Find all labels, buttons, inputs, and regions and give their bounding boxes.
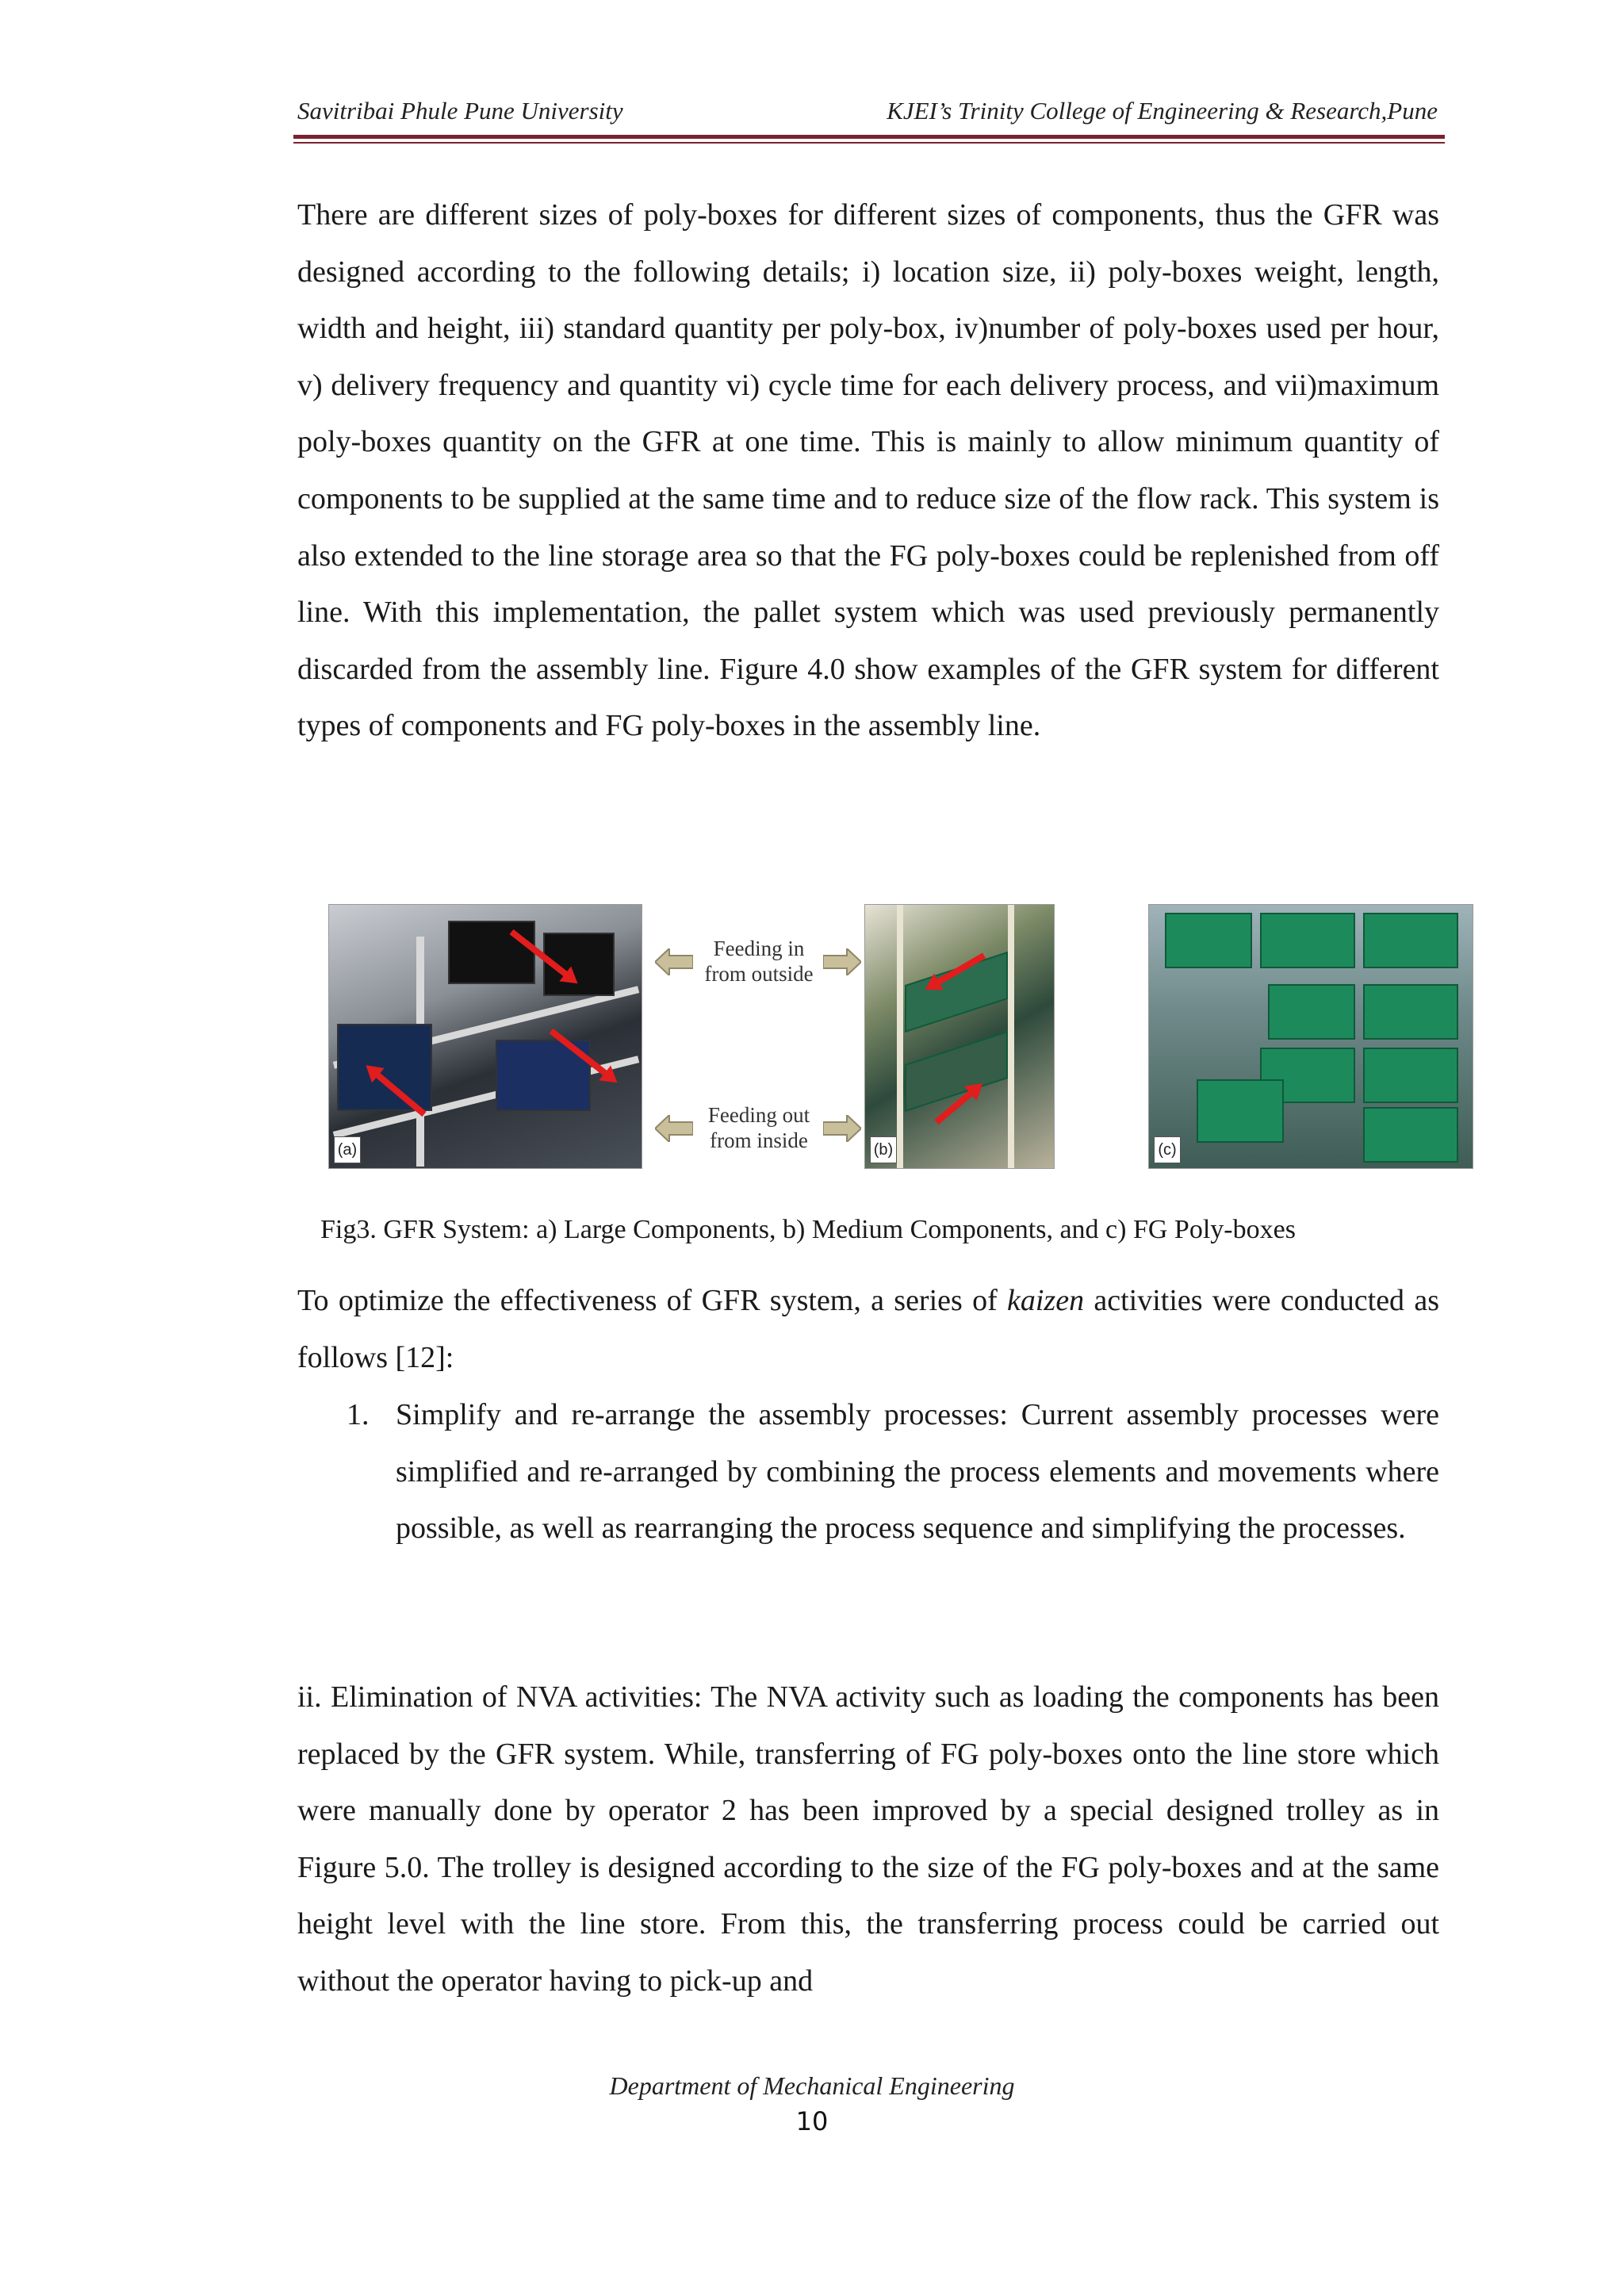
page-header [297,97,1442,132]
photo-fg-poly-boxes [1148,904,1473,1169]
paragraph-nva-elimination: ii. Elimination of NVA activities: The NVA activity such as loading the components has been replaced by the GFR system. While, transferring of FG poly-boxes onto the line store which were manually done by operator 2 has been improved by a special designed trolley as in Figure 5.0. The trolley is designed according to the size of the FG poly-boxes and at the same height level with the line store. From this, the transferring process could be carried out without the operator having to pick-up and [297,1680,1439,1998]
block-arrow-right-icon [823,948,861,975]
paragraph-gfr-design: There are different sizes of poly-boxes for different sizes of components, thus the GFR was designed according to the following details; i) location size, ii) poly-boxes weight, length, width and height, iii) standard quantity per poly-box, iv)number of poly-boxes used per hour, v) delivery frequency and quantity vi) cycle time for each delivery process, and vii)maximum poly-boxes quantity on the GFR at one time. This is mainly to allow minimum quantity of components to be supplied at the same time and to reduce size of the flow rack. This system is also extended to the line storage area so that the FG poly-boxes could be replenished from off line. With this implementation, the pallet system which was used previously permanently discarded from the assembly line. Figure 4.0 show examples of the GFR system for different types of components and FG poly-boxes in the assembly line. [297,198,1439,743]
figure-caption: Fig3. GFR System: a) Large Components, b) Medium Components, and c) FG Poly-boxes [320,1215,1296,1244]
list-item-text: Simplify and re-arrange the assembly processes: Current assembly processes were simplified and re-arranged by combining the process elements and movements where possible, as well as rearranging the process sequence and simplifying the processes. [396,1398,1439,1546]
kaizen-term: kaizen [1007,1284,1085,1317]
panel-tag-b: (b) [870,1136,897,1163]
block-arrow-left-icon-2 [655,1115,693,1142]
callout-feeding-in: Feeding in from outside [704,937,814,986]
photo-large-components [328,904,642,1169]
header-university: Savitribai Phule Pune University [297,97,623,125]
header-rule-thin [293,142,1445,144]
header-rule-thick [293,135,1445,139]
paragraph-kaizen-intro [297,1273,1439,1386]
page-number: 10 [795,2106,829,2136]
kaizen-intro-after: activities were conducted as follows [12]: [297,1284,1439,1374]
header-college: KJEI’s Trinity College of Engineering & Research,Pune [887,97,1438,125]
block-arrow-right-icon-2 [823,1115,861,1142]
photo-medium-components [864,904,1055,1169]
footer-department: Department of Mechanical Engineering [609,2071,1015,2100]
panel-tag-c: (c) [1154,1136,1181,1163]
panel-tag-a: (a) [334,1136,361,1163]
kaizen-intro-before: To optimize the effectiveness of GFR system, a series of [297,1284,1007,1317]
callout-feeding-out: Feeding out from inside [707,1103,810,1152]
block-arrow-left-icon [655,948,693,975]
list-item-number: 1. [347,1398,370,1431]
